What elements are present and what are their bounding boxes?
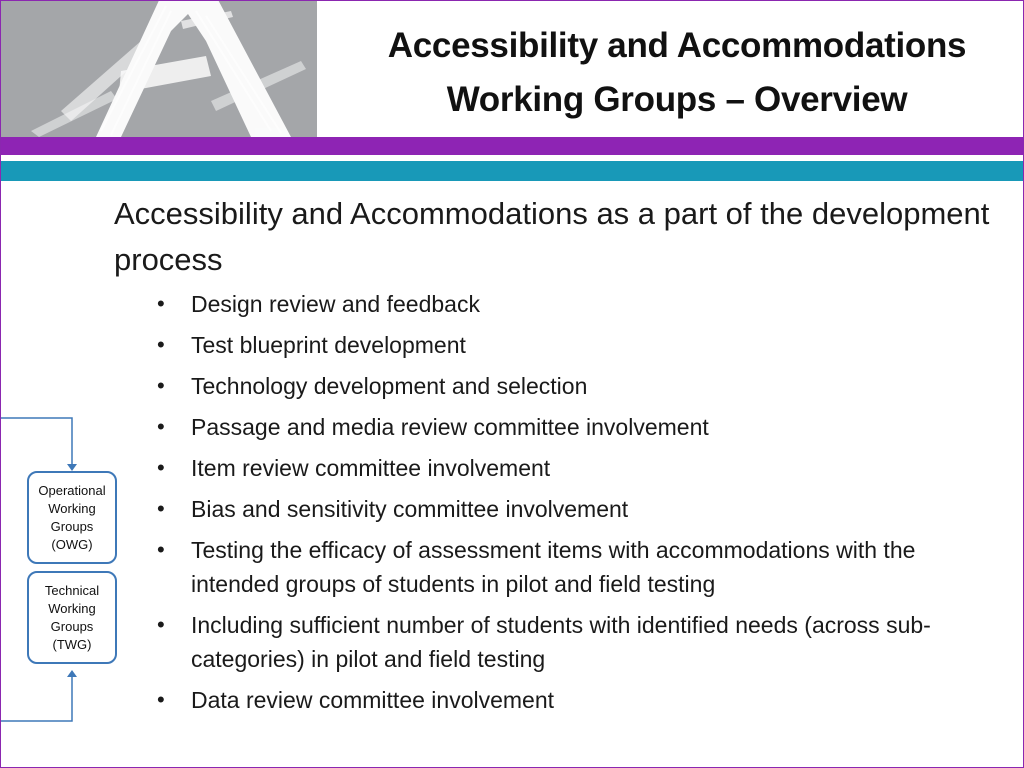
letter-a-brush-logo-icon [1,1,317,137]
purple-divider-bar [1,137,1024,155]
bullet-glyph: • [157,687,165,712]
bullet-item [157,683,997,717]
bullet-text: Technology development and selection [191,373,588,399]
title-line-1: Accessibility and Accommodations [387,26,967,65]
lead-text: Accessibility and Accommodations as a part of the development process [114,196,990,277]
owg-box [27,471,117,564]
slide-title [337,19,1017,127]
arrow-up-icon [67,670,77,677]
bullet-glyph: • [157,612,165,637]
owg-line: Operational [38,482,106,498]
bottom-connector-line [1,675,72,721]
connector-arrows [1,417,131,723]
bullet-glyph: • [157,414,165,439]
teal-divider-bar [1,161,1024,181]
bullet-glyph: • [157,291,165,316]
bullet-item [157,410,997,444]
bullet-glyph: • [157,455,165,480]
bullet-text: Design review and feedback [191,291,480,317]
bullet-text: Item review committee involvement [191,455,551,481]
bullet-item [157,492,997,526]
arrow-down-icon [67,464,77,471]
bullet-glyph: • [157,332,165,357]
logo-panel [1,1,317,137]
bullet-item [157,533,997,601]
bullet-item [157,608,997,676]
bullet-text: Including sufficient number of students with identified needs (across sub-categories) in pilot and field testing [191,612,931,672]
twg-line: Groups [50,618,94,634]
bullet-text: Testing the efficacy of assessment items with accommodations with the intended groups of students in pilot and field testing [191,537,916,597]
bullet-list [157,287,997,724]
twg-box [27,571,117,664]
bullet-glyph: • [157,373,165,398]
bullet-text: Passage and media review committee involvement [191,414,709,440]
bullet-text: Test blueprint development [191,332,466,358]
bullet-item [157,287,997,321]
working-groups-diagram [1,417,131,723]
title-line-2: Working Groups – Overview [446,80,908,119]
owg-line: (OWG) [51,536,93,552]
bullet-glyph: • [157,496,165,521]
bullet-item [157,369,997,403]
owg-line: Groups [50,518,94,534]
twg-line: Working [48,600,96,616]
bullet-text: Data review committee involvement [191,687,555,713]
bullet-item [157,451,997,485]
top-connector-line [1,418,72,467]
bullet-item [157,328,997,362]
twg-line: Technical [44,582,100,598]
twg-line: (TWG) [52,636,92,652]
owg-line: Working [48,500,96,516]
bullet-glyph: • [157,537,165,562]
bullet-text: Bias and sensitivity committee involvement [191,496,629,522]
